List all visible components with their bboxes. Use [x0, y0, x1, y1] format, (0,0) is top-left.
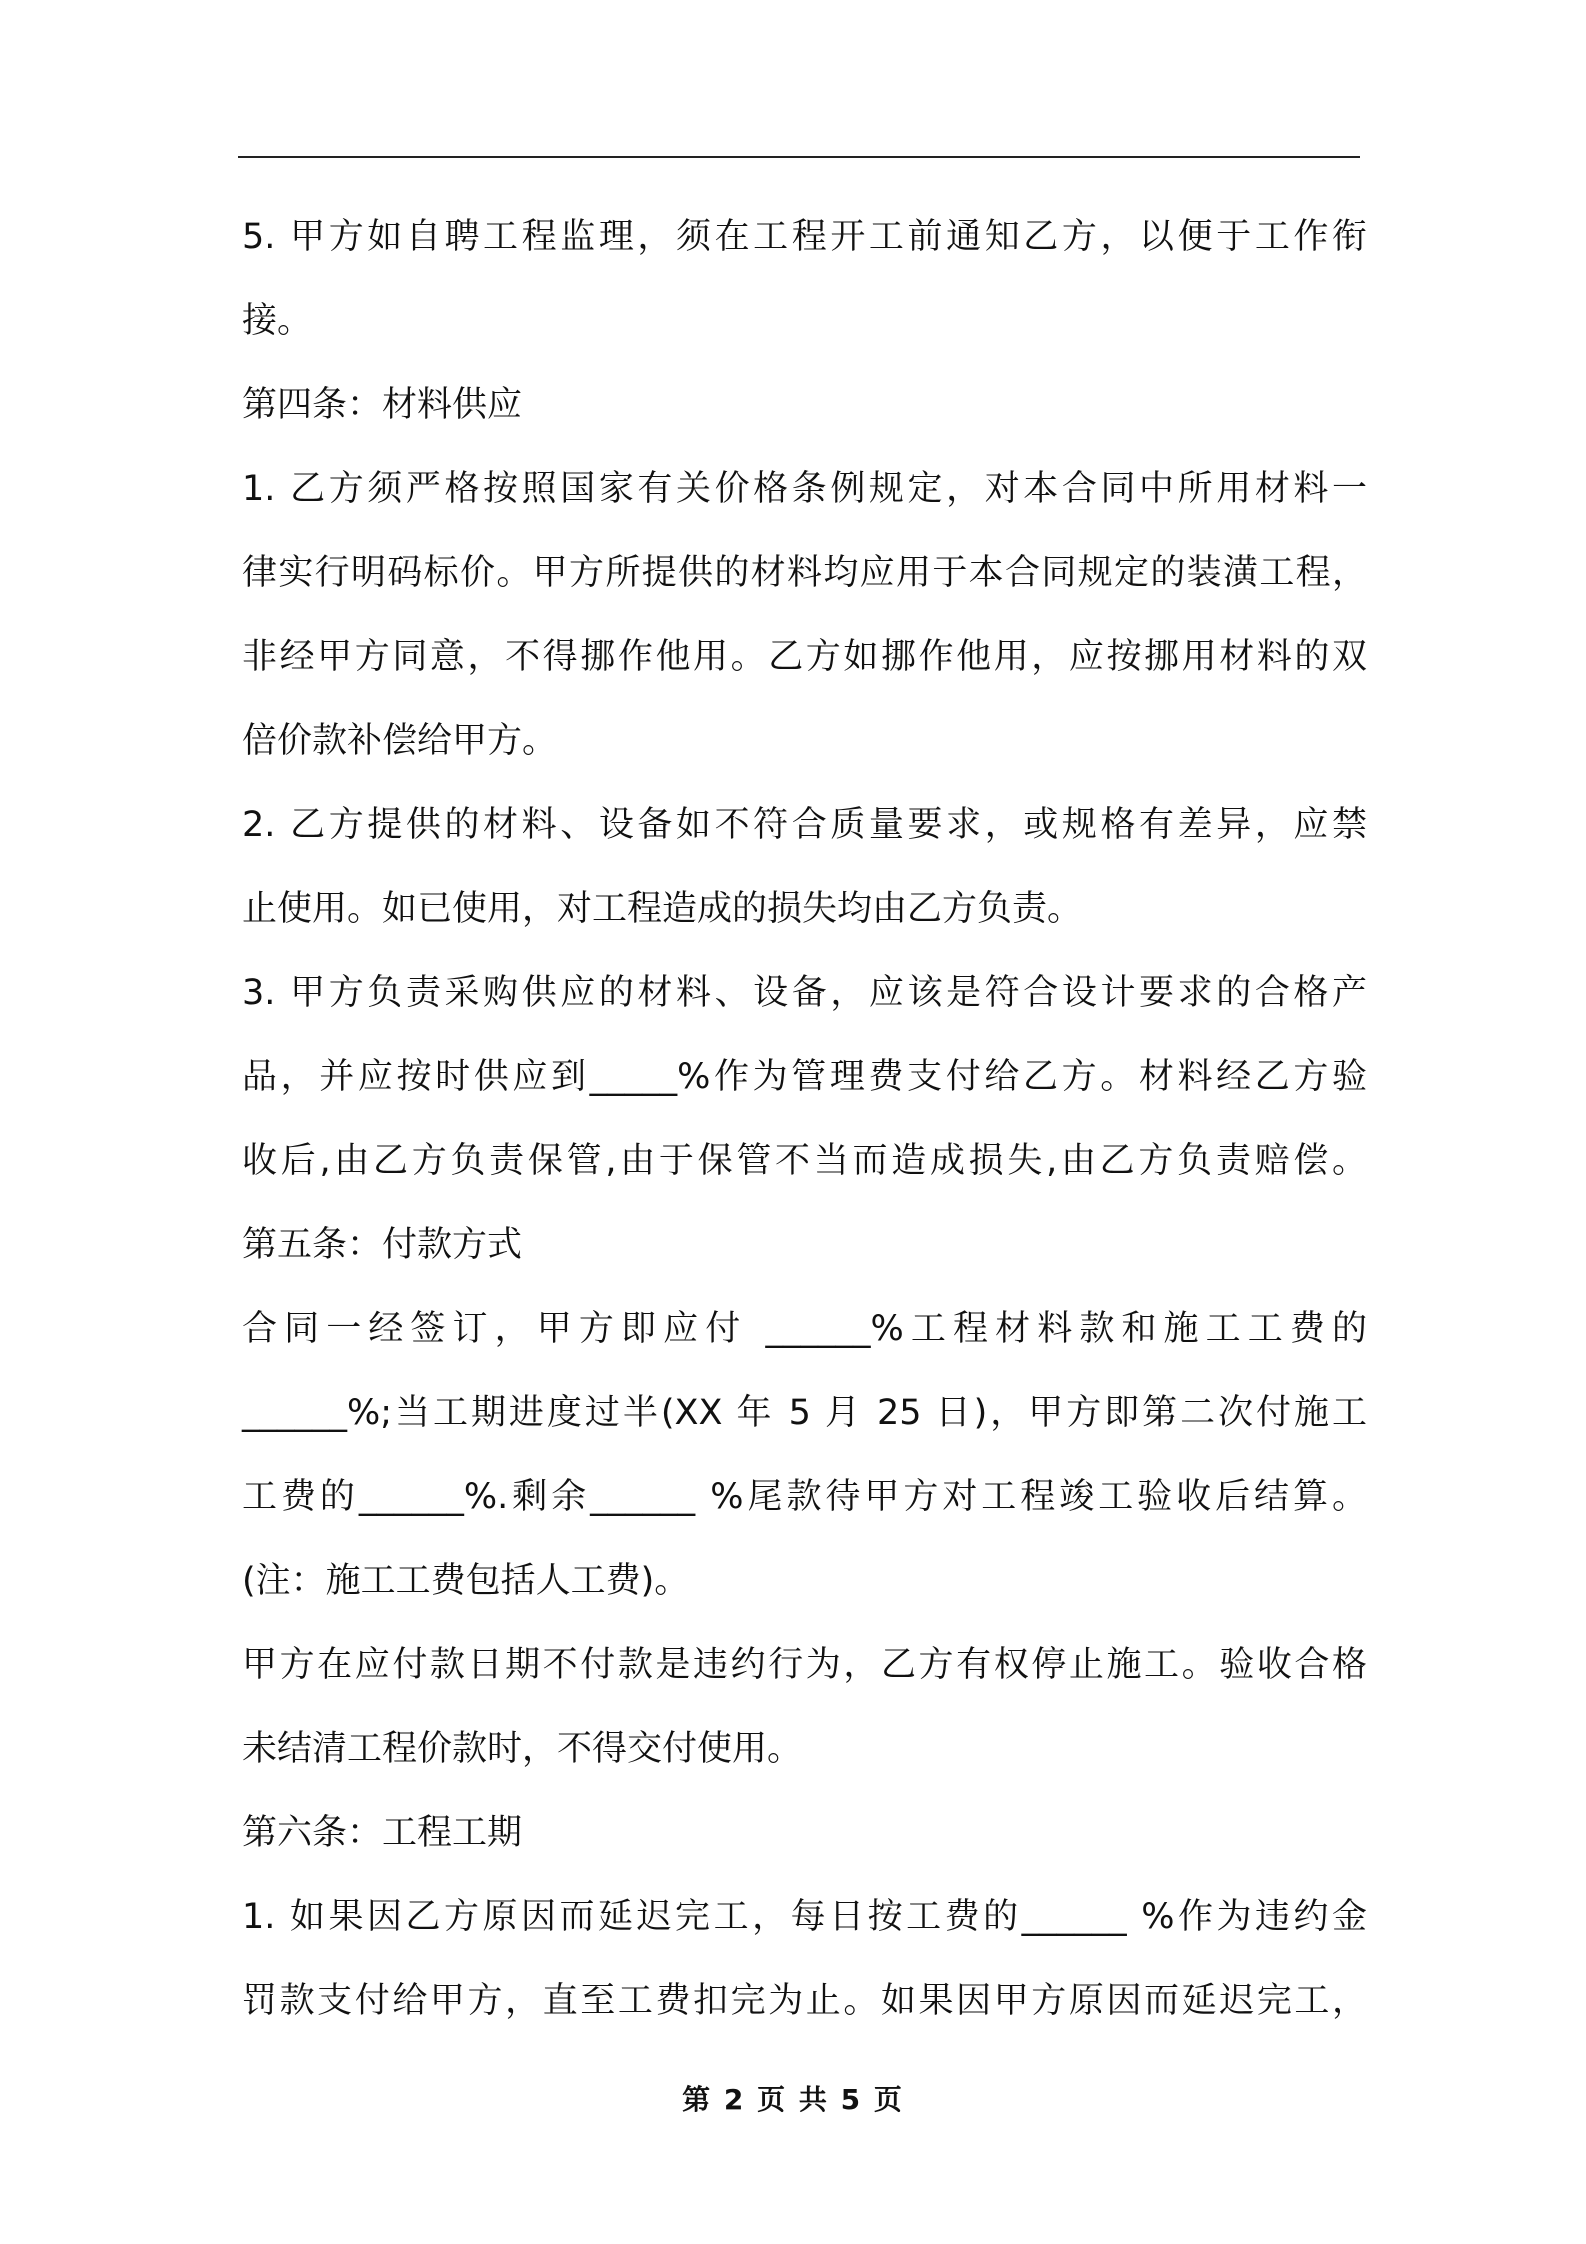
text-line: 罚款支付给甲方，直至工费扣完为止。如果因甲方原因而延迟完工， [242, 1981, 1367, 2021]
text-line: 收后,由乙方负责保管,由于保管不当而造成损失,由乙方负责赔偿。 [242, 1141, 1367, 1181]
text-line: 品，并应按时供应到_____%作为管理费支付给乙方。材料经乙方验 [242, 1057, 1367, 1097]
text-line: 3. 甲方负责采购供应的材料、设备，应该是符合设计要求的合格产 [242, 973, 1367, 1013]
text-line: 律实行明码标价。甲方所提供的材料均应用于本合同规定的装潢工程， [242, 553, 1367, 593]
text-line: 1. 如果因乙方原因而延迟完工，每日按工费的______ %作为违约金 [242, 1897, 1367, 1937]
text-line: 2. 乙方提供的材料、设备如不符合质量要求，或规格有差异，应禁 [242, 805, 1367, 845]
section-heading: 第五条：付款方式 [242, 1225, 523, 1265]
text-line: 甲方在应付款日期不付款是违约行为，乙方有权停止施工。验收合格 [242, 1645, 1367, 1685]
text-line: 合同一经签订，甲方即应付 ______%工程材料款和施工工费的 [242, 1309, 1367, 1349]
text-line: 1. 乙方须严格按照国家有关价格条例规定，对本合同中所用材料一 [242, 469, 1367, 509]
text-line: 未结清工程价款时，不得交付使用。 [242, 1729, 803, 1769]
text-line: ______%;当工期进度过半(XX 年 5 月 25 日)，甲方即第二次付施工 [242, 1393, 1367, 1433]
text-line: 止使用。如已使用，对工程造成的损失均由乙方负责。 [242, 889, 1083, 929]
header-rule [238, 156, 1360, 158]
text-line: 5. 甲方如自聘工程监理，须在工程开工前通知乙方，以便于工作衔 [242, 217, 1367, 257]
text-line: (注：施工工费包括人工费)。 [242, 1561, 690, 1601]
document-body [242, 195, 1367, 2043]
text-line: 非经甲方同意，不得挪作他用。乙方如挪作他用，应按挪用材料的双 [242, 637, 1367, 677]
page-number: 第 2 页 共 5 页 [682, 2083, 904, 2116]
text-line: 倍价款补偿给甲方。 [242, 721, 558, 761]
text-line: 工费的______%.剩余______ %尾款待甲方对工程竣工验收后结算。 [242, 1477, 1367, 1517]
section-heading: 第六条：工程工期 [242, 1813, 523, 1853]
text-line: 接。 [242, 301, 313, 341]
section-heading: 第四条：材料供应 [242, 385, 523, 425]
